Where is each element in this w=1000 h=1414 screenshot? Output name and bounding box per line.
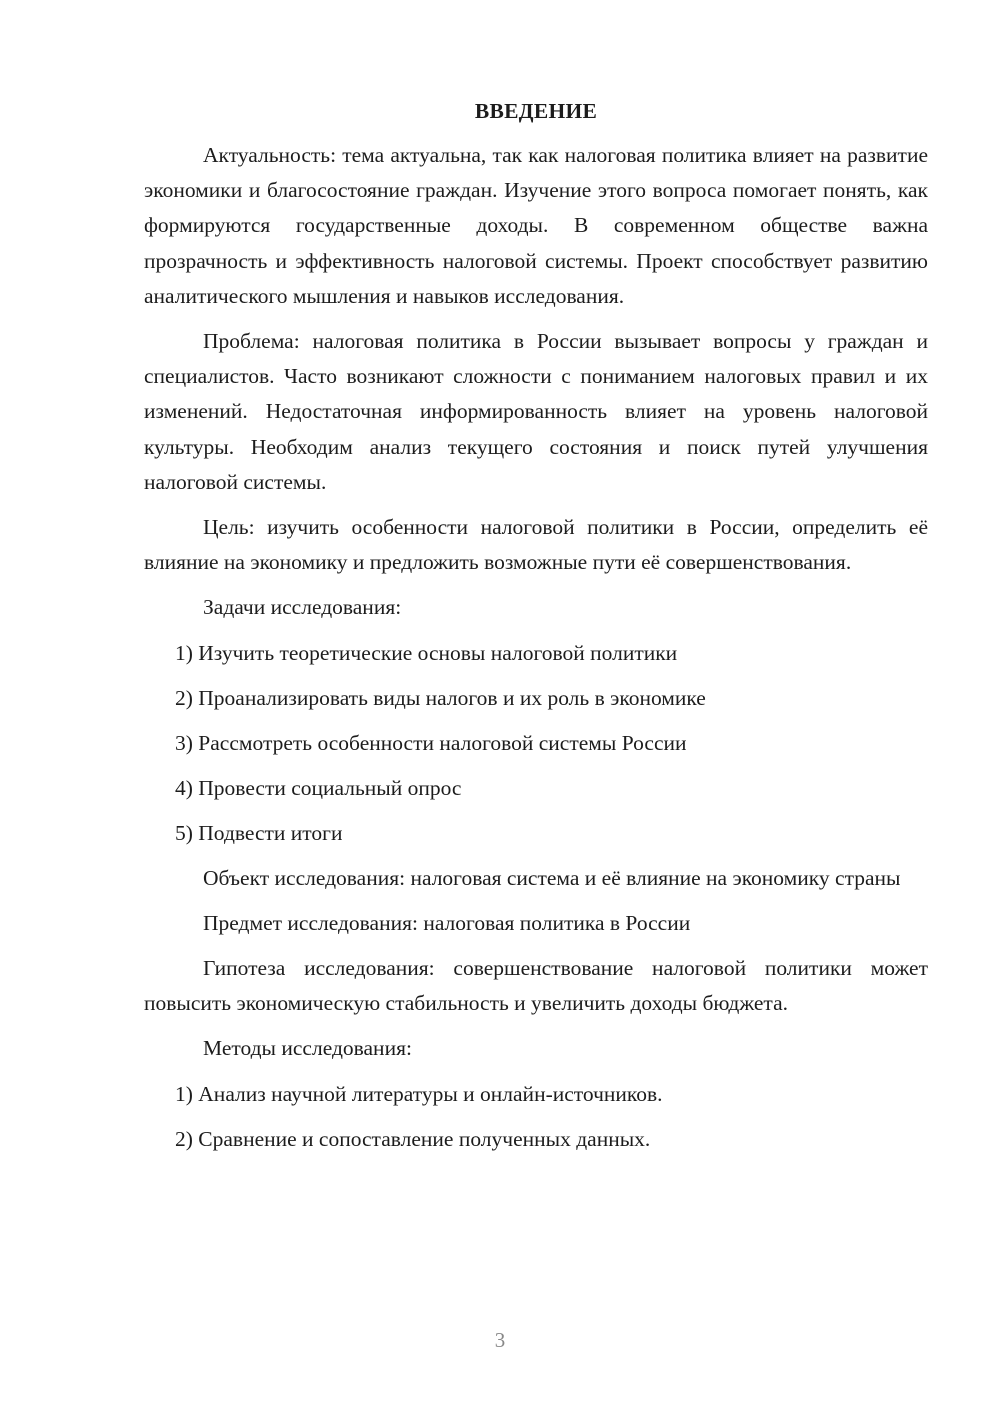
goal-paragraph: Цель: изучить особенности налоговой политики в России, определить её влияние на экономику и предложить возможные пути её совершенствования.	[144, 515, 928, 575]
methods-heading: Методы исследования:	[203, 1036, 412, 1061]
method-item: 2) Сравнение и сопоставление полученных данных.	[175, 1126, 651, 1151]
task-item: 4) Провести социальный опрос	[175, 775, 462, 800]
document-page	[144, 96, 928, 1167]
task-item: 2) Проанализировать виды налогов и их роль в экономике	[175, 685, 706, 710]
subject-paragraph: Предмет исследования: налоговая политика в России	[203, 910, 691, 935]
problem-paragraph: Проблема: налоговая политика в России вызывает вопросы у граждан и специалистов. Часто возникают сложности с пониманием налоговых правил и их изменений. Недостаточная информированность влияет на уровень налоговой культуры. Необходим анализ текущего состояния и поиск путей улучшения налоговой системы.	[144, 329, 928, 494]
object-paragraph: Объект исследования: налоговая система и её влияние на экономику страны	[203, 865, 901, 890]
task-item: 5) Подвести итоги	[175, 820, 343, 845]
hypothesis-paragraph: Гипотеза исследования: совершенствование налоговой политики может повысить экономическую стабильность и увеличить доходы бюджета.	[144, 956, 928, 1016]
methods-list	[144, 1077, 928, 1157]
page-number: 3	[494, 1328, 506, 1352]
task-item: 1) Изучить теоретические основы налоговой политики	[175, 640, 678, 665]
task-item: 3) Рассмотреть особенности налоговой системы России	[175, 730, 687, 755]
relevance-paragraph: Актуальность: тема актуальна, так как налоговая политика влияет на развитие экономики и благосостояние граждан. Изучение этого вопроса помогает понять, как формируются государственные доходы. В современном обществе важна прозрачность и эффективность налоговой системы. Проект способствует развитию аналитического мышления и навыков исследования.	[144, 143, 928, 308]
tasks-heading: Задачи исследования:	[203, 595, 402, 620]
section-title: ВВЕДЕНИЕ	[474, 99, 598, 123]
tasks-list	[144, 636, 928, 851]
method-item: 1) Анализ научной литературы и онлайн-источников.	[175, 1081, 663, 1106]
